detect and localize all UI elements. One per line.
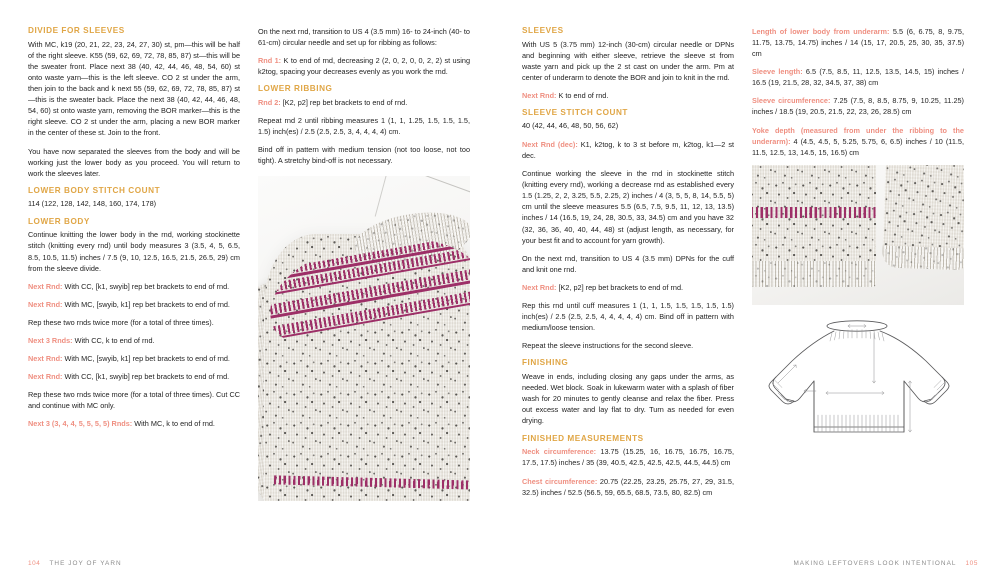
schematic-measurement-arrows [778,324,912,432]
right-page-columns [522,26,978,526]
page-number: 104 [28,560,41,567]
instruction-rnd-1 [522,90,734,101]
rnd-label: Next Rnd: [28,372,63,382]
sweater-schematic [752,315,964,487]
heading-sleeve-stitch-count: SLEEVE STITCH COUNT [522,108,628,118]
schematic-left-cuff [769,377,794,404]
instruction-cuff-rnd [522,282,734,293]
rnd-text: With CC, [k1, swyib] rep bet brackets to end of rnd. [62,372,230,382]
sweater-cuff-detail-photo [752,165,964,305]
measurement-label: Chest circumference: [522,476,598,486]
left-page-footer [28,560,122,567]
column-2 [258,26,470,526]
cuff-repeat-paragraph: Rep this rnd until cuff measures 1 (1, 1, 1.5, 1.5, 1.5, 1.5, 1.5) inch(es) / 2.5 (2.5, 2.5, 4, 4, 4, 4, 4) cm. Bind off in pattern with medium/loose tension. [522,300,734,333]
second-sleeve-paragraph: Repeat the sleeve instructions for the second sleeve. [522,341,694,351]
rnd-label: Next Rnd: [522,282,557,292]
rnd-text: [K2, p2] rep bet brackets to end of rnd. [280,98,408,108]
measurement-sleeve-length [752,66,964,88]
measurement-yoke-depth [752,125,964,158]
measurement-label: Sleeve circumference: [752,96,831,106]
schematic-right-cuff [924,377,949,404]
schematic-hem-box [814,427,904,432]
chapter-title: MAKING LEFTOVERS LOOK INTENTIONAL [793,560,957,567]
cuff-ribbing [882,245,964,270]
rnd-label: Next Rnd (dec): [522,140,578,150]
measurement-value: 20.75 (22.25, 23.25, 25.75, 27, 29, 31.5, 32.5) inches / 52.5 (56.5, 59, 65.5, 68.5, 73.5, 80, 82.5) cm [522,476,734,497]
bind-off-paragraph: Bind off in pattern with medium tension (not too loose, not too tight). A stretchy bind-off is not necessary. [258,145,470,166]
sleeves-paragraph-1: With US 5 (3.75 mm) 12-inch (30-cm) circular needle or DPNs and beginning with either sleeve, retrieve the sleeve st from waste yarn and pick up the 2 st cast on under the arm. Pm at center of underarm to denote the BOR and join to knit in the rnd. [522,39,734,83]
sweater-hem-detail [752,165,876,287]
instruction-rnd-3 [28,335,240,346]
sleeve-stitch-count-value: 40 (42, 44, 46, 48, 50, 56, 62) [522,121,619,131]
instruction-rnd-5 [28,371,240,382]
hem-ribbing [752,261,876,287]
book-title: THE JOY OF YARN [49,560,122,567]
measurement-label: Sleeve length: [752,67,803,77]
hem-colorwork-stripe [752,207,876,218]
rnd-text: With CC, [k1, swyib] rep bet brackets to end of rnd. [62,281,230,291]
transition-paragraph: On the next rnd, transition to US 4 (3.5 mm) 16- to 24-inch (40- to 61-cm) circular needle and set up for ribbing as follows: [258,27,470,48]
rnd-text: With MC, k to end of rnd. [132,419,215,429]
rnd-label: Next 3 Rnds: [28,335,73,345]
heading-finishing: FINISHING [522,358,569,368]
measurement-value: 6.5 (7.5, 8.5, 11, 12.5, 13.5, 14.5, 15) inches / 16.5 (19, 21.5, 28, 32, 34.5, 37, 38) cm [752,67,964,88]
column-3 [522,26,734,526]
schematic-neck-ribbing [830,329,884,341]
rnd-label: Rnd 1: [258,56,282,66]
measurement-neck-circumference [522,446,734,468]
sweater-yoke-photo [258,176,470,501]
rnd-text: K1, k2tog, k to 3 st before m, k2tog, k1—2 st dec. [522,140,734,161]
schematic-hem-ribbing [818,415,898,432]
instruction-rnd-6 [28,418,240,429]
heading-sleeves: SLEEVES [522,26,564,35]
cuff-transition-paragraph: On the next rnd, transition to US 4 (3.5 mm) DPNs for the cuff and knit one rnd. [522,253,734,274]
sweater-sleeve-detail [882,165,964,270]
measurement-value: 13.75 (15.25, 16, 16.75, 16.75, 16.75, 17.5, 17.5) inches / 35 (39, 40.5, 42.5, 42.5, 42.5, 44.5, 44.5) cm [522,447,734,468]
rnd-text: K to end of rnd, decreasing 2 (2, 0, 2, 0, 0, 2, 2) st using k2tog, spacing your decreases evenly as you work the rnd. [258,56,471,77]
heading-finished-measurements: FINISHED MEASUREMENTS [522,433,644,443]
lower-body-paragraph-1: Continue knitting the lower body in the rnd, working stockinette stitch (knitting every rnd) until body measures 3 (3.5, 4, 5, 6.5, 8.5, 10.5, 11.5) inches / 7.5 (9, 10, 12.5, 16.5, 21.5, 26.5, 29) cm from the sleeve divide. [28,230,240,273]
column-1 [28,26,240,526]
rnd-label: Next Rnd: [522,91,557,101]
instruction-decrease-rnd [522,139,734,161]
divide-paragraph-1: With MC, k19 (20, 21, 22, 23, 24, 27, 30) st, pm—this will be half of the right sleeve. K55 (59, 62, 69, 72, 78, 85, 87) st—this will be the sweater front. Place next 38 (40, 42, 44, 46, 48, 54, 60) st onto waste yarn—this is the left sleeve. CO 2 st under the arm, then join to the back and k next 55 (59, 62, 69, 72, 78, 85, 87) st—this is the sweater back. Place the next 38 (40, 42, 44, 46, 48, 54, 60) st onto waste yarn, removing the BOR marker—this is the right sleeve. CO 2 st under the arm, placing a new BOR marker in the center of these st. Join to the front. [28,39,240,138]
rnd-text: K to end of rnd. [556,91,609,101]
instruction-rnd-4 [28,353,240,364]
measurement-value: 4 (4.5, 4.5, 5, 5.25, 5.75, 6, 6.5) inches / 10 (11.5, 11.5, 12.5, 13, 14.5, 15, 16.5) cm [752,136,964,157]
right-page-footer [793,560,978,567]
repeat-note-1: Rep these two rnds twice more (for a total of three times). [28,317,214,327]
measurement-value: 5.5 (6, 6.75, 8, 9.75, 11.75, 13.75, 14.75) inches / 14 (15, 17, 20.5, 25, 30, 35, 37.5) cm [752,27,964,59]
rnd-text: [K2, p2] rep bet brackets to end of rnd. [556,282,684,292]
rnd-label: Next Rnd: [28,354,63,364]
measurement-value: 7.25 (7.5, 8, 8.5, 8.75, 9, 10.25, 11.25) inches / 18.5 (19, 20.5, 21.5, 22, 23, 26, 28.5) cm [752,96,964,117]
instruction-rnd-2 [28,299,240,310]
measurement-label: Neck circumference: [522,447,597,457]
measurement-lower-body-length [752,26,964,59]
repeat-note-2: Rep these two rnds twice more (for a total of three times). Cut CC and continue with MC only. [28,390,240,411]
heading-lower-ribbing: LOWER RIBBING [258,84,333,94]
sleeve-continue-paragraph: Continue working the sleeve in the rnd in stockinette stitch (knitting every rnd), working a decrease rnd as established every 1.5 (1.25, 2, 2, 3.25, 5.5, 2.25, 2) inches / 4 (3, 5, 5, 8, 14, 5.5, 5) cm until the sleeve measures 5.5 (6.5, 7.5, 9.5, 11, 12, 13, 13.5) inches / 14 (16.5, 19, 24, 28, 30.5, 33, 34.5) cm and you have 32 (32, 36, 36, 40, 40, 44, 48) st (adjust length, as necessary, for your best fit and to account for yarn growth). [522,169,734,245]
measurement-chest-circumference [522,476,734,498]
right-page [500,0,1000,581]
rnd-text: With MC, [swyib, k1] rep bet brackets to end of rnd. [62,299,230,309]
page-number: 105 [965,560,978,567]
lower-body-stitch-count-value: 114 (122, 128, 142, 148, 160, 174, 178) [28,198,157,208]
heading-divide-for-sleeves: DIVIDE FOR SLEEVES [28,26,125,35]
instruction-rnd-1 [28,281,240,292]
measurement-label: Length of lower body from underarm: [752,27,890,36]
schematic-outline [773,331,945,427]
rnd-label: Next Rnd: [28,281,63,291]
column-4 [752,26,964,526]
instruction-rnd-2 [258,97,470,108]
finishing-paragraph: Weave in ends, including closing any gaps under the arms, as needed. Wet block. Soak in lukewarm water with a splash of fiber wash for 20 minutes to gently cleanse and relax the fiber. Press out excess water and lay flat to dry. Turn as needed for even drying. [522,372,734,426]
rnd-text: With CC, k to end of rnd. [72,335,155,345]
rnd-label: Rnd 2: [258,98,281,108]
left-page-columns [28,26,478,526]
heading-lower-body-stitch-count: LOWER BODY STITCH COUNT [28,185,161,195]
rnd-label: Next 3 (3, 4, 4, 5, 5, 5, 5) Rnds: [28,419,133,429]
heading-lower-body: LOWER BODY [28,216,90,226]
measurement-label: Yoke depth (measured from under the ribbing to the underarm): [752,125,964,146]
instruction-rnd-1 [258,55,470,77]
rnd-label: Next Rnd: [28,299,63,309]
divide-paragraph-2: You have now separated the sleeves from the body and will be working just the lower body as you proceed. You will return to work the sleeves later. [28,146,240,178]
measurement-sleeve-circumference [752,95,964,117]
rnd-text: With MC, [swyib, k1] rep bet brackets to end of rnd. [62,354,230,364]
repeat-ribbing-paragraph: Repeat rnd 2 until ribbing measures 1 (1, 1, 1.25, 1.5, 1.5, 1.5, 1.5) inch(es) / 2.5 (2.5, 2.5, 3, 4, 4, 4, 4) cm. [258,116,470,137]
